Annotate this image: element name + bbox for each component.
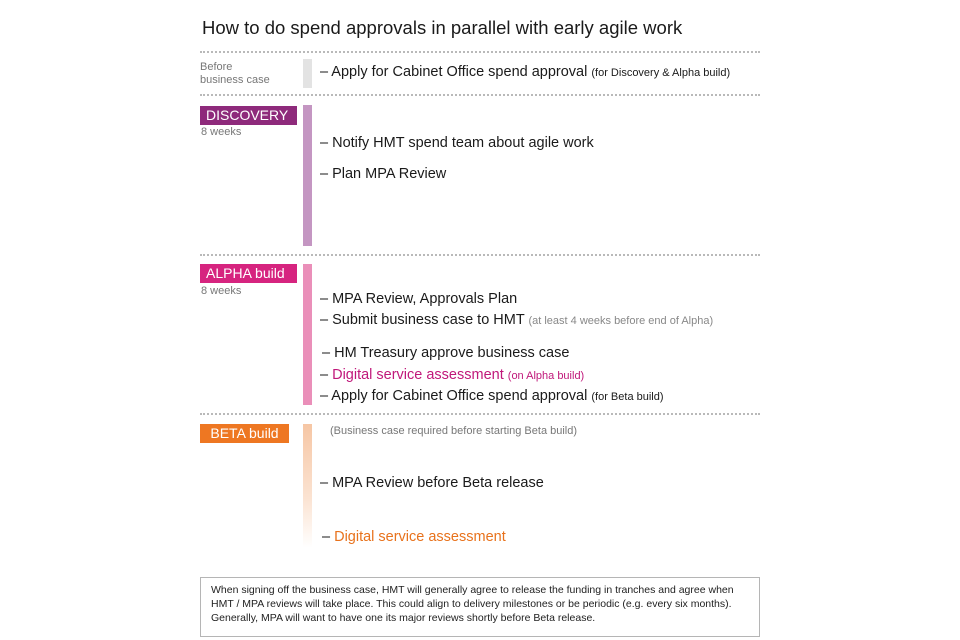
discovery-phase-label: DISCOVERY (200, 106, 297, 125)
divider (200, 254, 760, 256)
beta-item-mpa-review: – MPA Review before Beta release (320, 475, 544, 491)
discovery-item-plan-mpa: – Plan MPA Review (320, 166, 447, 182)
discovery-duration: 8 weeks (201, 126, 242, 138)
discovery-item-notify-hmt: – Notify HMT spend team about agile work (320, 135, 594, 151)
beta-timeline-bar (303, 424, 312, 548)
alpha-item-assessment-note: (on Alpha build) (507, 370, 585, 382)
footer-note: When signing off the business case, HMT will generally agree to release the funding in tranches and agree when HMT / MPA reviews will take place. This could align to delivery milestones or be periodic (e.g. every six months). Generally, MPA will want to have one its major reviews shortly before Beta release. (200, 577, 760, 637)
alpha-timeline-bar (303, 264, 312, 405)
before-timeline-bar (303, 59, 312, 88)
beta-item-assessment-dash: – (322, 529, 335, 545)
alpha-item-spend-note: (for Beta build) (591, 391, 664, 403)
before-label-line1: Before (200, 61, 233, 73)
before-label-line2: business case (200, 74, 270, 86)
alpha-item-hmt-approve: – HM Treasury approve business case (322, 345, 570, 361)
discovery-timeline-bar (303, 105, 312, 246)
divider (200, 413, 760, 415)
before-item-note: (for Discovery & Alpha build) (591, 67, 731, 79)
beta-item-assessment-text: Digital service assessment (334, 529, 506, 545)
alpha-item-assessment-dash: – (320, 367, 333, 383)
alpha-item-mpa-review: – MPA Review, Approvals Plan (320, 291, 518, 307)
alpha-item-digital-assessment (320, 367, 584, 383)
divider (200, 51, 760, 53)
before-item-spend-approval (320, 64, 730, 80)
alpha-item-submit-business-case (320, 312, 713, 328)
beta-requirement-note: (Business case required before starting Beta build) (330, 425, 578, 437)
alpha-item-assessment-text: Digital service assessment (332, 367, 504, 383)
beta-item-digital-assessment (322, 529, 506, 545)
alpha-duration: 8 weeks (201, 285, 242, 297)
alpha-item-spend-approval (320, 388, 664, 404)
before-item-text: – Apply for Cabinet Office spend approval (320, 64, 588, 80)
alpha-item-submit-note: (at least 4 weeks before end of Alpha) (528, 315, 714, 327)
alpha-item-spend-text: – Apply for Cabinet Office spend approval (320, 388, 588, 404)
diagram-title: How to do spend approvals in parallel with early agile work (202, 17, 683, 38)
divider (200, 94, 760, 96)
alpha-phase-label: ALPHA build (200, 264, 297, 283)
beta-phase-label: BETA build (200, 424, 289, 443)
alpha-item-submit-text: – Submit business case to HMT (320, 312, 525, 328)
before-label (200, 61, 270, 87)
